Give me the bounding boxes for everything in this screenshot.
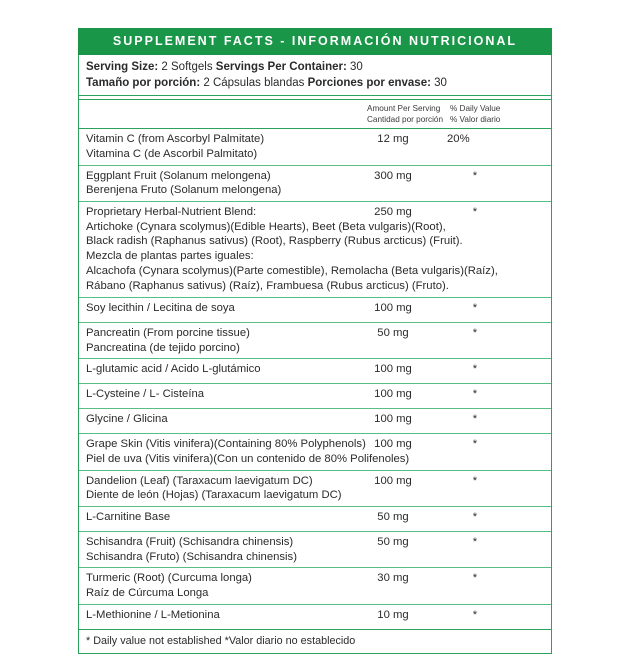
daily-value-asterisk: *	[472, 511, 478, 524]
ingredient-name-en: L-glutamic acid / Acido L-glutámico	[86, 363, 261, 376]
ingredient-amount: 50 mg	[377, 327, 409, 340]
serving-line-spanish	[86, 75, 551, 91]
table-row	[79, 532, 551, 568]
ingredient-name-es: Piel de uva (Vitis vinifera)(Con un contenido de 80% Polifenoles)	[86, 453, 410, 466]
daily-value-asterisk: *	[472, 474, 478, 487]
table-row	[79, 409, 551, 434]
supplement-facts-panel	[78, 28, 552, 654]
daily-value-asterisk: *	[472, 327, 478, 340]
column-headers	[79, 100, 551, 129]
table-row	[79, 471, 551, 507]
ingredient-daily-value: 20%	[447, 133, 470, 146]
amount-per-serving-header-en: Amount Per Serving	[367, 104, 441, 114]
ingredient-name-en: Glycine / Glicina	[86, 413, 168, 426]
blend-detail-line: Alcachofa (Cynara scolymus)(Parte comestible), Remolacha (Beta vulgaris)(Raíz),	[86, 265, 498, 278]
ingredient-name-es: Schisandra (Fruto) (Schisandra chinensis)	[86, 550, 297, 563]
serving-line-english	[86, 59, 551, 75]
amount-per-serving-header-es: Cantidad por porción	[367, 115, 444, 125]
tamano-por-porcion-value: 2 Cápsulas blandas	[203, 76, 305, 89]
table-row	[79, 384, 551, 409]
ingredient-name-en: Vitamin C (from Ascorbyl Palmitate)	[86, 133, 265, 146]
tamano-por-porcion-label: Tamaño por porción:	[86, 76, 201, 89]
daily-value-asterisk: *	[472, 536, 478, 549]
ingredient-name-en: Pancreatin (From porcine tissue)	[86, 327, 250, 340]
daily-value-asterisk: *	[472, 438, 478, 451]
ingredient-name-en: L-Cysteine / L- Cisteína	[86, 388, 205, 401]
amount-per-serving-header	[367, 103, 443, 125]
ingredient-name-en: Turmeric (Root) (Curcuma longa)	[86, 572, 252, 585]
ingredient-amount: 30 mg	[377, 572, 409, 585]
ingredient-amount: 50 mg	[377, 536, 409, 549]
ingredient-name-en: L-Carnitine Base	[86, 511, 171, 524]
ingredient-name-en: Schisandra (Fruit) (Schisandra chinensis)	[86, 536, 294, 549]
daily-value-footnote: * Daily value not established *Valor diario no establecido	[79, 629, 551, 653]
blend-detail-lines	[79, 220, 551, 295]
daily-value-asterisk: *	[472, 413, 478, 426]
ingredient-name-en: Grape Skin (Vitis vinifera)(Containing 80% Polyphenols)	[86, 438, 366, 451]
daily-value-asterisk: *	[472, 388, 478, 401]
daily-value-asterisk: *	[472, 363, 478, 376]
blend-detail-line: Mezcla de plantas partes iguales:	[86, 250, 254, 263]
ingredient-name-es: Vitamina C (de Ascorbil Palmitato)	[86, 147, 258, 160]
table-row	[79, 298, 551, 323]
table-row	[79, 568, 551, 604]
blend-detail-line: Rábano (Raphanus sativus) (Raíz), Frambuesa (Rubus arcticus) (Fruto).	[86, 280, 449, 293]
ingredient-name-es: Pancreatina (de tejido porcino)	[86, 341, 240, 354]
porciones-por-envase-label: Porciones por envase:	[307, 76, 431, 89]
daily-value-asterisk: *	[472, 169, 478, 182]
supplement-facts-title: SUPPLEMENT FACTS - INFORMACIÓN NUTRICIONAL	[78, 28, 552, 55]
ingredient-amount: 100 mg	[374, 388, 412, 401]
blend-detail-line: Artichoke (Cynara scolymus)(Edible Hearts), Beet (Beta vulgaris)(Root),	[86, 220, 446, 233]
ingredient-name-es: Raíz de Cúrcuma Longa	[86, 587, 209, 600]
ingredient-amount: 50 mg	[377, 511, 409, 524]
serving-size-value: 2 Softgels	[161, 60, 213, 73]
daily-value-header-en: % Daily Value	[450, 104, 501, 114]
supplement-facts-frame	[78, 55, 552, 654]
ingredient-name-en: Soy lecithin / Lecitina de soya	[86, 302, 235, 315]
ingredient-amount: 100 mg	[374, 302, 412, 315]
servings-per-container-value: 30	[350, 60, 363, 73]
daily-value-asterisk: *	[472, 608, 478, 621]
servings-per-container-label: Servings Per Container:	[215, 60, 347, 73]
serving-size-label: Serving Size:	[86, 60, 159, 73]
daily-value-asterisk: *	[472, 205, 478, 218]
table-row	[79, 507, 551, 532]
table-row	[79, 434, 551, 470]
ingredient-name-en: Proprietary Herbal-Nutrient Blend:	[86, 205, 257, 218]
table-row	[79, 202, 551, 298]
ingredient-amount: 300 mg	[374, 169, 412, 182]
daily-value-header-es: % Valor diario	[450, 115, 501, 125]
ingredient-name-en: Dandelion (Leaf) (Taraxacum laevigatum DC)	[86, 474, 313, 487]
ingredient-amount: 250 mg	[374, 205, 412, 218]
ingredient-name-en: Eggplant Fruit (Solanum melongena)	[86, 169, 271, 182]
table-row	[79, 359, 551, 384]
table-row	[79, 323, 551, 359]
porciones-por-envase-value: 30	[434, 76, 447, 89]
daily-value-asterisk: *	[472, 572, 478, 585]
serving-information	[79, 55, 551, 96]
table-row	[79, 605, 551, 629]
ingredient-name-es: Berenjena Fruto (Solanum melongena)	[86, 184, 282, 197]
table-row	[79, 166, 551, 202]
ingredient-amount: 100 mg	[374, 438, 412, 451]
ingredient-name-es: Diente de león (Hojas) (Taraxacum laevigatum DC)	[86, 489, 342, 502]
blend-detail-line: Black radish (Raphanus sativus) (Root), Raspberry (Rubus arcticus) (Fruit).	[86, 235, 463, 248]
ingredient-amount: 10 mg	[377, 608, 409, 621]
table-row	[79, 129, 551, 165]
ingredient-rows	[79, 129, 551, 629]
ingredient-name-en: L-Methionine / L-Metionina	[86, 608, 220, 621]
daily-value-header	[450, 103, 500, 125]
ingredient-amount: 100 mg	[374, 474, 412, 487]
ingredient-amount: 100 mg	[374, 363, 412, 376]
ingredient-amount: 12 mg	[377, 133, 409, 146]
ingredient-amount: 100 mg	[374, 413, 412, 426]
daily-value-asterisk: *	[472, 302, 478, 315]
